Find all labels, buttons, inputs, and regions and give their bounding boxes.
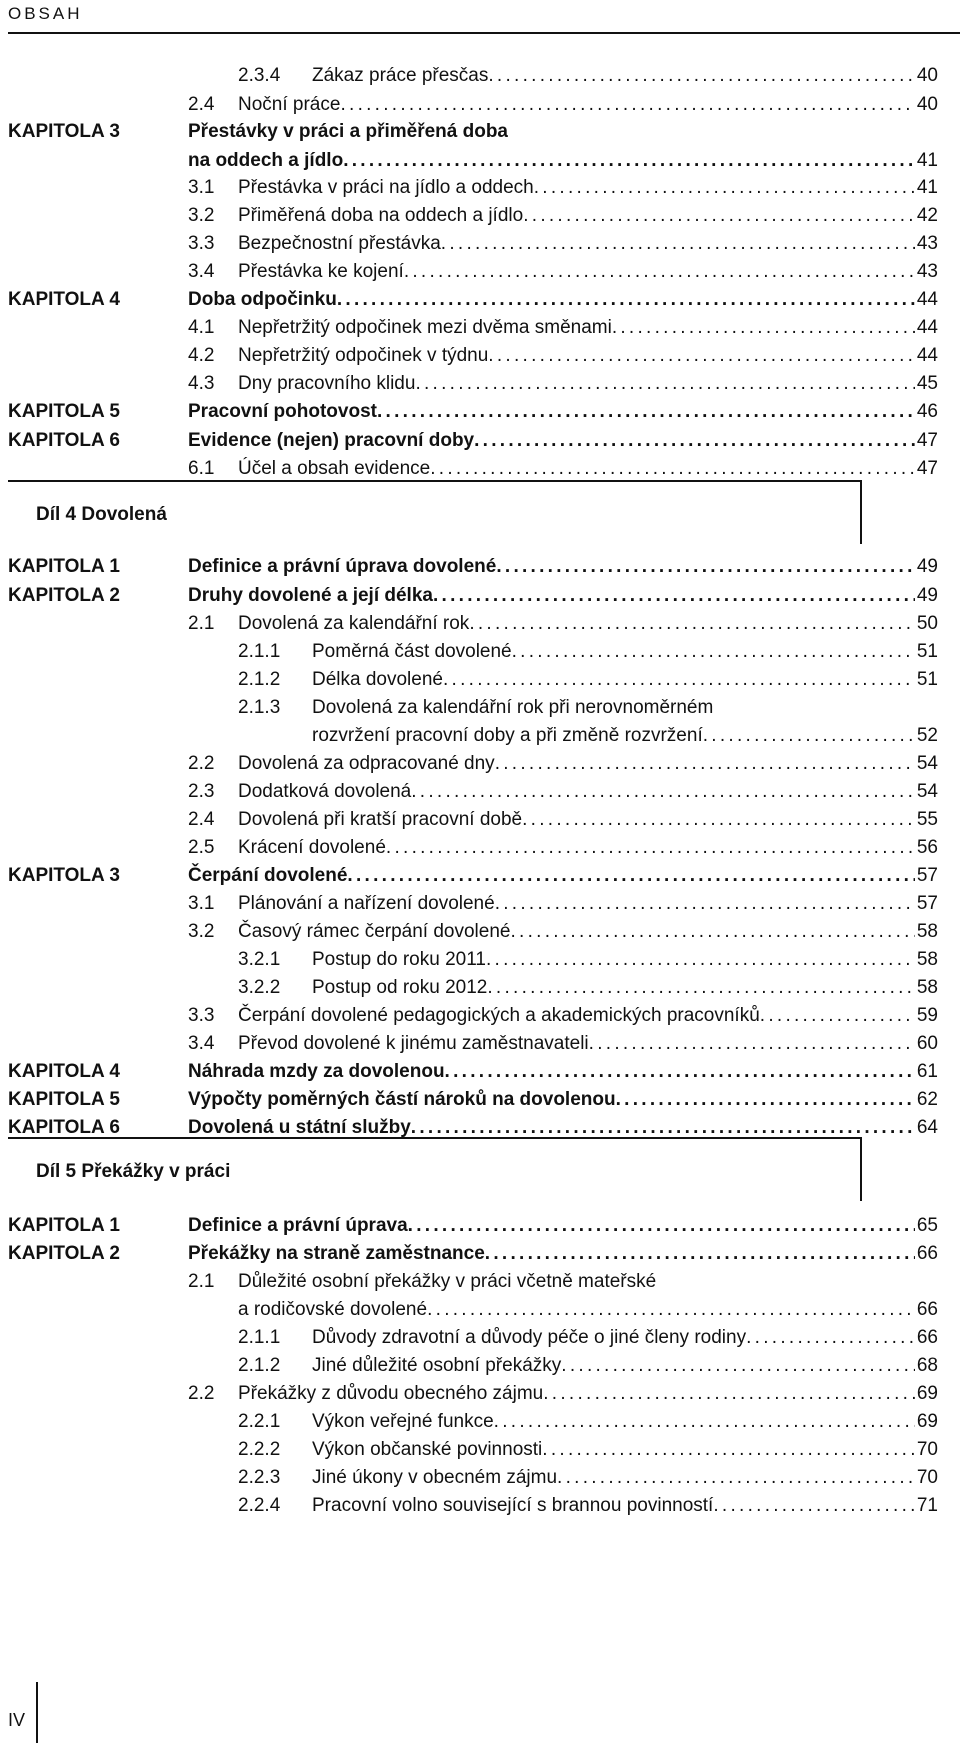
dot-leader xyxy=(488,342,915,370)
dot-leader xyxy=(746,1324,915,1352)
entry-title: Nepřetržitý odpočinek mezi dvěma směnami xyxy=(238,317,612,338)
page-ref: 71 xyxy=(916,1495,938,1516)
entry-title: Dovolená při kratší pracovní době xyxy=(238,809,523,830)
dot-leader xyxy=(430,455,915,483)
page-ref: 65 xyxy=(916,1215,938,1236)
dot-leader xyxy=(487,974,915,1002)
section-number: 2.1.1 xyxy=(238,1327,281,1348)
toc-entry xyxy=(8,174,938,202)
dot-leader xyxy=(427,1296,915,1324)
toc-entry xyxy=(8,638,938,666)
toc-entry xyxy=(8,1436,938,1464)
entry-title: Překážky z důvodu obecného zájmu xyxy=(238,1383,544,1404)
page-ref: 40 xyxy=(916,94,938,115)
entry-title: Přiměřená doba na oddech a jídlo xyxy=(238,205,524,226)
toc-entry xyxy=(8,553,938,581)
toc-entry xyxy=(8,1030,938,1058)
dot-leader xyxy=(343,147,915,175)
section-number: 2.3 xyxy=(188,781,215,802)
page-ref: 54 xyxy=(916,781,938,802)
dot-leader xyxy=(616,1086,915,1114)
dot-leader xyxy=(495,750,915,778)
dot-leader xyxy=(703,722,915,750)
toc-entry xyxy=(8,694,938,722)
dot-leader xyxy=(496,553,915,581)
toc-entry xyxy=(8,91,938,119)
dot-leader xyxy=(542,1436,915,1464)
entry-title: Jiné úkony v obecném zájmu xyxy=(312,1467,558,1488)
entry-title: Délka dovolené xyxy=(312,669,443,690)
entry-title: Přestávka ke kojení xyxy=(238,261,404,282)
section-number: 3.2 xyxy=(188,205,215,226)
chapter-label: KAPITOLA 5 xyxy=(8,401,120,422)
section-number: 2.1.1 xyxy=(238,641,281,662)
dot-leader xyxy=(534,174,915,202)
entry-title: Výkon občanské povinnosti xyxy=(312,1439,543,1460)
entry-title: Poměrná část dovolené xyxy=(312,641,512,662)
chapter-label: KAPITOLA 3 xyxy=(8,121,120,142)
entry-title: Dny pracovního klidu xyxy=(238,373,416,394)
section-number: 3.3 xyxy=(188,233,215,254)
page-number: IV xyxy=(8,1710,26,1730)
entry-title: Evidence (nejen) pracovní doby xyxy=(188,430,475,451)
page-ref: 57 xyxy=(916,893,938,914)
entry-title: Převod dovolené k jinému zaměstnavateli xyxy=(238,1033,589,1054)
toc-entry xyxy=(8,370,938,398)
chapter-label: KAPITOLA 6 xyxy=(8,1117,120,1138)
page-ref: 66 xyxy=(916,1327,938,1348)
entry-title: Dovolená za kalendářní rok xyxy=(238,613,470,634)
toc-entry xyxy=(8,722,938,750)
dot-leader xyxy=(543,1380,915,1408)
toc-entry xyxy=(8,1352,938,1380)
dot-leader xyxy=(469,610,915,638)
toc-entry xyxy=(8,147,938,175)
entry-title: Doba odpočinku xyxy=(188,289,337,310)
entry-title: Čerpání dovolené pedagogických a akademických pracovníků xyxy=(238,1005,760,1026)
entry-title: Plánování a nařízení dovolené xyxy=(238,893,495,914)
toc-entry xyxy=(8,1086,938,1114)
page-ref: 45 xyxy=(916,373,938,394)
page-ref: 40 xyxy=(916,65,938,86)
dot-leader xyxy=(495,890,915,918)
entry-title: Výpočty poměrných částí nároků na dovolenou xyxy=(188,1089,616,1110)
page-ref: 46 xyxy=(916,401,938,422)
toc-entry xyxy=(8,427,938,455)
entry-title: Důvody zdravotní a důvody péče o jiné členy rodiny xyxy=(312,1327,747,1348)
dot-leader xyxy=(494,1408,915,1436)
dot-leader xyxy=(522,806,915,834)
section-number: 4.3 xyxy=(188,373,215,394)
page-ref: 47 xyxy=(916,430,938,451)
dot-leader xyxy=(408,1212,915,1240)
part-heading-box xyxy=(8,480,862,544)
chapter-label: KAPITOLA 2 xyxy=(8,1243,120,1264)
section-number: 2.2.1 xyxy=(238,1411,281,1432)
section-number: 3.2.2 xyxy=(238,977,281,998)
toc-entry xyxy=(8,1296,938,1324)
page-ref: 58 xyxy=(916,949,938,970)
dot-leader xyxy=(441,230,915,258)
entry-title: Dodatková dovolená xyxy=(238,781,412,802)
dot-leader xyxy=(337,286,915,314)
page-ref: 49 xyxy=(916,585,938,606)
dot-leader xyxy=(474,427,915,455)
toc-entry xyxy=(8,946,938,974)
section-number: 2.2.3 xyxy=(238,1467,281,1488)
section-number: 3.2 xyxy=(188,921,215,942)
page-ref: 64 xyxy=(916,1117,938,1138)
section-number: 3.3 xyxy=(188,1005,215,1026)
entry-title: Přestávka v práci na jídlo a oddech xyxy=(238,177,534,198)
entry-title: Překážky na straně zaměstnance xyxy=(188,1243,485,1264)
page-ref: 66 xyxy=(916,1243,938,1264)
entry-title: rozvržení pracovní doby a při změně rozvržení xyxy=(312,725,703,746)
section-number: 3.4 xyxy=(188,261,215,282)
chapter-label: KAPITOLA 2 xyxy=(8,585,120,606)
entry-title: Výkon veřejné funkce xyxy=(312,1411,494,1432)
section-number: 4.2 xyxy=(188,345,215,366)
entry-title: Přestávky v práci a přiměřená doba xyxy=(188,121,508,142)
section-number: 3.2.1 xyxy=(238,949,281,970)
dot-leader xyxy=(486,946,915,974)
dot-leader xyxy=(347,862,914,890)
dot-leader xyxy=(561,1352,915,1380)
toc-entry xyxy=(8,202,938,230)
entry-title: Pracovní volno související s brannou povinností xyxy=(312,1495,714,1516)
dot-leader xyxy=(760,1002,915,1030)
dot-leader xyxy=(510,918,914,946)
dot-leader xyxy=(411,778,915,806)
chapter-label: KAPITOLA 4 xyxy=(8,289,120,310)
page-ref: 42 xyxy=(916,205,938,226)
page-ref: 43 xyxy=(916,261,938,282)
chapter-label: KAPITOLA 5 xyxy=(8,1089,120,1110)
toc-entry xyxy=(8,1464,938,1492)
entry-title: Definice a právní úprava xyxy=(188,1215,408,1236)
entry-title: Účel a obsah evidence xyxy=(238,458,431,479)
section-number: 2.2.4 xyxy=(238,1495,281,1516)
page-ref: 44 xyxy=(916,317,938,338)
section-number: 2.1.2 xyxy=(238,669,281,690)
chapter-label: KAPITOLA 1 xyxy=(8,1215,120,1236)
page-ref: 57 xyxy=(916,865,938,886)
entry-title: Bezpečnostní přestávka xyxy=(238,233,441,254)
section-number: 3.1 xyxy=(188,893,215,914)
dot-leader xyxy=(589,1030,915,1058)
entry-title: Dovolená u státní služby xyxy=(188,1117,411,1138)
page-ref: 70 xyxy=(916,1467,938,1488)
entry-title: Dovolená za kalendářní rok při nerovnoměrném xyxy=(312,697,714,718)
page-ref: 62 xyxy=(916,1089,938,1110)
toc-entry xyxy=(8,398,938,426)
page-ref: 54 xyxy=(916,753,938,774)
page-ref: 58 xyxy=(916,921,938,942)
toc-entry xyxy=(8,806,938,834)
dot-leader xyxy=(612,314,915,342)
header-divider xyxy=(8,32,960,34)
toc-entry xyxy=(8,778,938,806)
toc-entry xyxy=(8,1240,938,1268)
toc-entry xyxy=(8,834,938,862)
page-ref: 58 xyxy=(916,977,938,998)
section-number: 2.2.2 xyxy=(238,1439,281,1460)
toc-entry xyxy=(8,286,938,314)
entry-title: a rodičovské dovolené xyxy=(238,1299,428,1320)
section-number: 2.1 xyxy=(188,613,215,634)
toc-entry xyxy=(8,1408,938,1436)
entry-title: Nepřetržitý odpočinek v týdnu xyxy=(238,345,489,366)
toc-entry xyxy=(8,862,938,890)
dot-leader xyxy=(488,62,915,90)
toc-entry xyxy=(8,582,938,610)
toc-entry xyxy=(8,1380,938,1408)
page-ref: 41 xyxy=(916,177,938,198)
section-number: 2.2 xyxy=(188,753,215,774)
toc-entry xyxy=(8,118,938,146)
part-heading-box xyxy=(8,1137,862,1201)
toc-entry xyxy=(8,314,938,342)
toc-entry xyxy=(8,1058,938,1086)
page-ref: 47 xyxy=(916,458,938,479)
dot-leader xyxy=(713,1492,915,1520)
chapter-label: KAPITOLA 6 xyxy=(8,430,120,451)
section-number: 3.1 xyxy=(188,177,215,198)
toc-entry xyxy=(8,918,938,946)
entry-title: Pracovní pohotovost xyxy=(188,401,377,422)
toc-entry xyxy=(8,230,938,258)
dot-leader xyxy=(523,202,915,230)
toc-entry xyxy=(8,666,938,694)
toc-entry xyxy=(8,455,938,483)
page-ref: 43 xyxy=(916,233,938,254)
toc-entry xyxy=(8,1002,938,1030)
dot-leader xyxy=(445,1058,915,1086)
page-ref: 56 xyxy=(916,837,938,858)
entry-title: Noční práce xyxy=(238,94,341,115)
page-ref: 70 xyxy=(916,1439,938,1460)
toc-entry xyxy=(8,342,938,370)
toc-entry xyxy=(8,1324,938,1352)
page-ref: 68 xyxy=(916,1355,938,1376)
part-heading: Díl 4 Dovolená xyxy=(36,504,167,525)
section-number: 2.5 xyxy=(188,837,215,858)
page-ref: 44 xyxy=(916,289,938,310)
dot-leader xyxy=(415,370,914,398)
footer-divider xyxy=(36,1682,38,1743)
dot-leader xyxy=(443,666,915,694)
page-ref: 50 xyxy=(916,613,938,634)
toc-entry xyxy=(8,62,938,90)
chapter-label: KAPITOLA 4 xyxy=(8,1061,120,1082)
page-ref: 69 xyxy=(916,1411,938,1432)
chapter-label: KAPITOLA 3 xyxy=(8,865,120,886)
entry-title: Důležité osobní překážky v práci včetně mateřské xyxy=(238,1271,657,1292)
page-ref: 59 xyxy=(916,1005,938,1026)
page-title: OBSAH xyxy=(8,4,83,23)
section-number: 2.3.4 xyxy=(238,65,281,86)
entry-title: Postup od roku 2012 xyxy=(312,977,488,998)
entry-title: Druhy dovolené a její délka xyxy=(188,585,433,606)
section-number: 2.2 xyxy=(188,1383,215,1404)
page-ref: 44 xyxy=(916,345,938,366)
dot-leader xyxy=(433,582,915,610)
entry-title: na oddech a jídlo xyxy=(188,150,344,171)
page-ref: 66 xyxy=(916,1299,938,1320)
section-number: 2.1.2 xyxy=(238,1355,281,1376)
toc-entry xyxy=(8,974,938,1002)
page-ref: 61 xyxy=(916,1061,938,1082)
page-ref: 49 xyxy=(916,556,938,577)
entry-title: Postup do roku 2011 xyxy=(312,949,486,970)
page-ref: 41 xyxy=(916,150,938,171)
dot-leader xyxy=(485,1240,915,1268)
entry-title: Jiné důležité osobní překážky xyxy=(312,1355,562,1376)
page-ref: 51 xyxy=(916,669,938,690)
entry-title: Krácení dovolené xyxy=(238,837,386,858)
dot-leader xyxy=(512,638,915,666)
section-number: 2.1 xyxy=(188,1271,215,1292)
page-ref: 69 xyxy=(916,1383,938,1404)
chapter-label: KAPITOLA 1 xyxy=(8,556,120,577)
toc-entry xyxy=(8,1212,938,1240)
dot-leader xyxy=(340,91,914,119)
part-heading: Díl 5 Překážky v práci xyxy=(36,1161,231,1182)
toc-entry xyxy=(8,258,938,286)
page-ref: 60 xyxy=(916,1033,938,1054)
page-header xyxy=(8,0,960,34)
section-number: 3.4 xyxy=(188,1033,215,1054)
page-ref: 51 xyxy=(916,641,938,662)
entry-title: Časový rámec čerpání dovolené xyxy=(238,921,511,942)
entry-title: Zákaz práce přesčas xyxy=(312,65,489,86)
dot-leader xyxy=(377,398,915,426)
page-ref: 55 xyxy=(916,809,938,830)
entry-title: Dovolená za odpracované dny xyxy=(238,753,495,774)
toc-entry xyxy=(8,750,938,778)
entry-title: Čerpání dovolené xyxy=(188,865,348,886)
dot-leader xyxy=(404,258,915,286)
entry-title: Definice a právní úprava dovolené xyxy=(188,556,497,577)
section-number: 6.1 xyxy=(188,458,215,479)
page-ref: 52 xyxy=(916,725,938,746)
dot-leader xyxy=(557,1464,915,1492)
section-number: 4.1 xyxy=(188,317,215,338)
entry-title: Náhrada mzdy za dovolenou xyxy=(188,1061,445,1082)
toc-entry xyxy=(8,890,938,918)
toc-entry xyxy=(8,1492,938,1520)
toc-entry xyxy=(8,610,938,638)
toc-entry xyxy=(8,1268,938,1296)
dot-leader xyxy=(386,834,915,862)
section-number: 2.4 xyxy=(188,94,215,115)
section-number: 2.4 xyxy=(188,809,215,830)
section-number: 2.1.3 xyxy=(238,697,281,718)
